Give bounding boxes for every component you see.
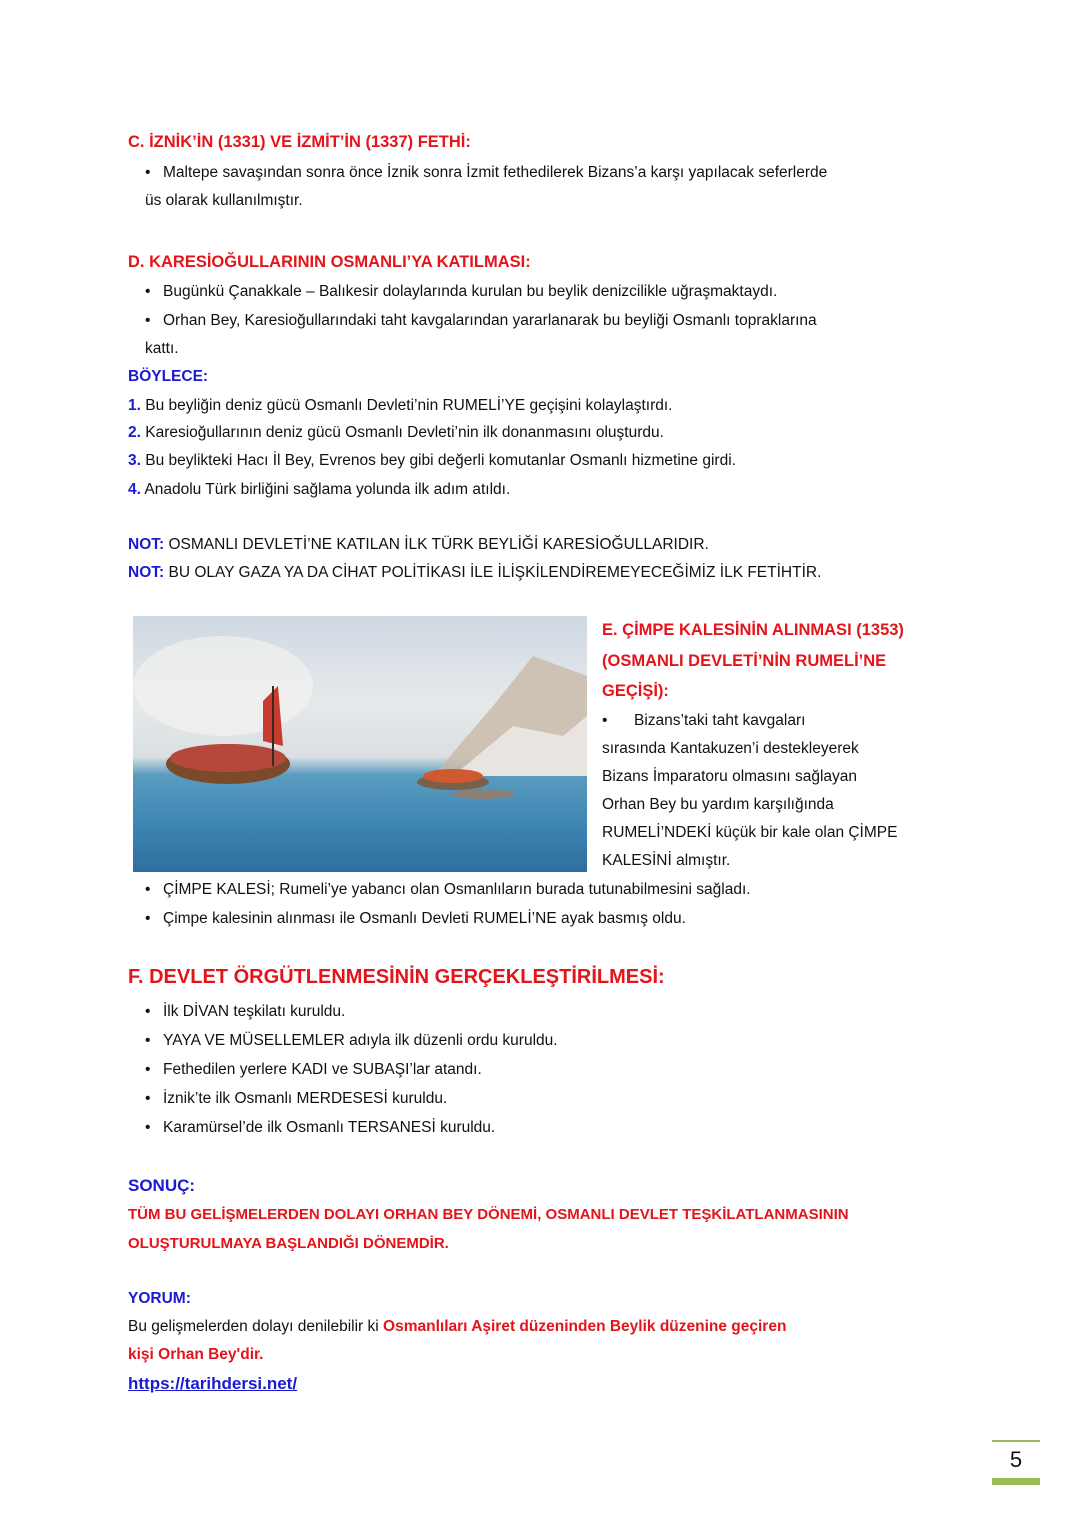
item-text: Bu beylikteki Hacı İl Bey, Evrenos bey gibi değerli komutanlar Osmanlı hizmetine girdi. — [145, 452, 736, 469]
bullet: • Orhan Bey, Karesioğullarındaki taht kavgalarından yararlanarak bu beyliği Osmanlı topraklarına — [145, 312, 817, 329]
bullet: • Bugünkü Çanakkale – Balıkesir dolaylarında kurulan bu beylik denizcilikle uğraşmaktaydı. — [145, 283, 778, 300]
bullet-text: ÇİMPE KALESİ; Rumeli’ye yabancı olan Osmanlıların burada tutunabilmesini sağladı. — [163, 881, 751, 898]
bullet-text: Bugünkü Çanakkale – Balıkesir dolaylarında kurulan bu beylik denizcilikle uğraşmaktaydı. — [163, 283, 778, 300]
numbered-item — [128, 396, 673, 416]
website-link-line — [128, 1374, 297, 1395]
bullet: • Maltepe savaşından sonra önce İznik sonra İzmit fethedilerek Bizans’a karşı yapılacak seferlerde — [145, 164, 828, 181]
section-c-title: C. İZNİK’İN (1331) VE İZMİT’İN (1337) FETHİ: — [128, 133, 471, 151]
note-text: OSMANLI DEVLETİ’NE KATILAN İLK TÜRK BEYLİĞİ KARESİOĞULLARIDIR. — [164, 536, 709, 553]
bullet-cont: kattı. — [145, 340, 179, 357]
section-e-title-line: GEÇİŞİ): — [602, 682, 669, 700]
yorum-text: Bu gelişmelerden dolayı denilebilir ki — [128, 1318, 384, 1335]
yorum-label: YORUM: — [128, 1290, 191, 1307]
note-text: BU OLAY GAZA YA DA CİHAT POLİTİKASI İLE İLİŞKİLENDİREMEYECEĞİMİZ İLK FETİHTİR. — [164, 564, 822, 581]
yorum-line — [128, 1317, 786, 1337]
bullet: • İznik’te ilk Osmanlı MERDESESİ kuruldu. — [145, 1090, 448, 1107]
yorum-highlight: Osmanlıları Aşiret düzeninden Beylik düzenine geçiren — [383, 1318, 787, 1335]
section-f-title: F. DEVLET ÖRGÜTLENMESİNİN GERÇEKLEŞTİRİLMESİ: — [128, 966, 665, 988]
item-text: Bu beyliğin deniz gücü Osmanlı Devleti’nin RUMELİ’YE geçişini kolaylaştırdı. — [145, 397, 673, 414]
section-e-title-line: (OSMANLI DEVLETİ’NİN RUMELİ’NE — [602, 652, 887, 670]
sonuc-line: OLUŞTURULMAYA BAŞLANDIĞI DÖNEMDİR. — [128, 1235, 449, 1252]
footer-bar-bottom — [992, 1478, 1040, 1485]
numbered-item — [128, 423, 664, 443]
note-label: NOT: — [128, 536, 165, 553]
item-number: 2. — [128, 424, 141, 441]
bullet-cont: üs olarak kullanılmıştır. — [145, 192, 303, 209]
item-text: Anadolu Türk birliğini sağlama yolunda ilk adım atıldı. — [144, 481, 511, 498]
note-label: NOT: — [128, 564, 165, 581]
bullet: • İlk DİVAN teşkilatı kuruldu. — [145, 1003, 346, 1020]
historical-painting-image — [133, 616, 587, 872]
bullet-text: Çimpe kalesinin alınması ile Osmanlı Devleti RUMELİ’NE ayak basmış oldu. — [163, 910, 686, 927]
item-text: Karesioğullarının deniz gücü Osmanlı Devleti’nin ilk donanmasını oluşturdu. — [145, 424, 664, 441]
item-number: 1. — [128, 397, 141, 414]
sonuc-line: TÜM BU GELİŞMELERDEN DOLAYI ORHAN BEY DÖNEMİ, OSMANLI DEVLET TEŞKİLATLANMASININ — [128, 1206, 849, 1223]
bullet: • YAYA VE MÜSELLEMLER adıyla ilk düzenli ordu kuruldu. — [145, 1032, 558, 1049]
item-number: 3. — [128, 452, 141, 469]
bullet: • Karamürsel’de ilk Osmanlı TERSANESİ kuruldu. — [145, 1119, 496, 1136]
numbered-item — [128, 480, 510, 500]
sonuc-label: SONUÇ: — [128, 1176, 196, 1195]
note — [128, 535, 709, 555]
paragraph-line: sırasında Kantakuzen’i destekleyerek — [602, 740, 859, 757]
bullet: • ÇİMPE KALESİ; Rumeli’ye yabancı olan Osmanlıların burada tutunabilmesini sağladı. — [145, 881, 751, 898]
paragraph-text: Bizans’taki taht kavgaları — [634, 712, 806, 729]
bullet-text: Maltepe savaşından sonra önce İznik sonra İzmit fethedilerek Bizans’a karşı yapılacak seferlerde — [163, 164, 828, 181]
paragraph-line: Orhan Bey bu yardım karşılığında — [602, 796, 834, 813]
bullet-text: Karamürsel’de ilk Osmanlı TERSANESİ kuruldu. — [163, 1119, 496, 1136]
numbered-item — [128, 451, 736, 471]
bullet-text: İlk DİVAN teşkilatı kuruldu. — [163, 1003, 346, 1020]
section-d-title: D. KARESİOĞULLARININ OSMANLI’YA KATILMASI: — [128, 253, 531, 271]
note — [128, 563, 821, 583]
paragraph-line: Bizans İmparatoru olmasını sağlayan — [602, 768, 858, 785]
bullet-text: Orhan Bey, Karesioğullarındaki taht kavgalarından yararlanarak bu beyliği Osmanlı topraklarına — [163, 312, 817, 329]
bullet-text: İznik’te ilk Osmanlı MERDESESİ kuruldu. — [163, 1090, 448, 1107]
page-number: 5 — [1009, 1447, 1023, 1472]
bullet: • Çimpe kalesinin alınması ile Osmanlı Devleti RUMELİ’NE ayak basmış oldu. — [145, 910, 686, 927]
yorum-highlight: kişi Orhan Bey'dir. — [128, 1346, 264, 1363]
boylece-label: BÖYLECE: — [128, 368, 209, 385]
item-number: 4. — [128, 481, 141, 498]
bullet: • Fethedilen yerlere KADI ve SUBAŞI’lar atandı. — [145, 1061, 482, 1078]
bullet-text: YAYA VE MÜSELLEMLER adıyla ilk düzenli ordu kuruldu. — [163, 1032, 558, 1049]
paragraph-line: KALESİNİ almıştır. — [602, 852, 731, 869]
footer-bar-top — [992, 1440, 1040, 1442]
paragraph-line: • Bizans’taki taht kavgaları — [602, 712, 806, 729]
paragraph-line: RUMELİ’NDEKİ küçük bir kale olan ÇİMPE — [602, 824, 898, 841]
section-e-title-line: E. ÇİMPE KALESİNİN ALINMASI (1353) — [602, 621, 904, 639]
website-link[interactable]: https://tarihdersi.net/ — [128, 1374, 298, 1393]
bullet-text: Fethedilen yerlere KADI ve SUBAŞI’lar atandı. — [163, 1061, 482, 1078]
